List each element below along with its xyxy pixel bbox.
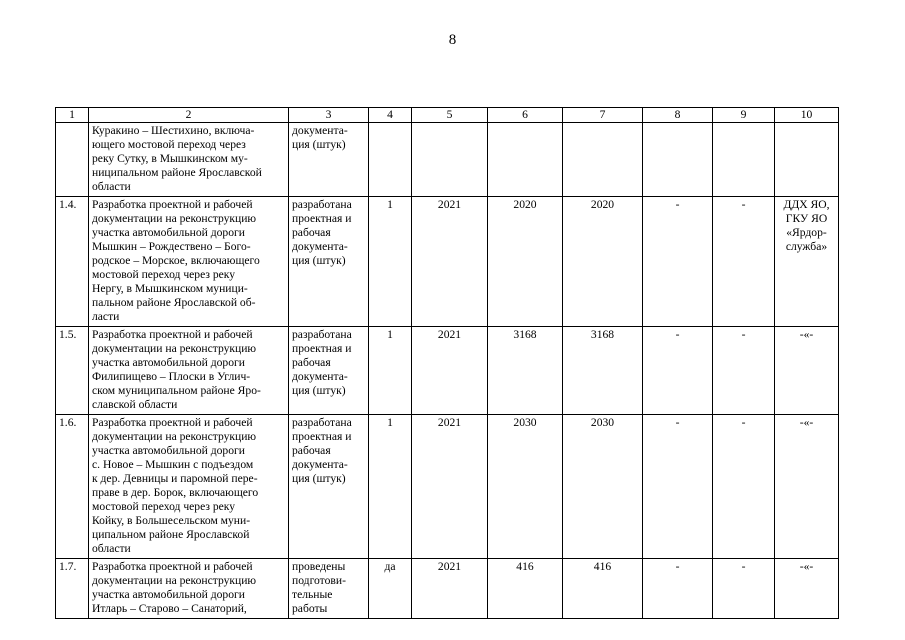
cell-col6: 416 [488,559,563,619]
cell-col8 [643,123,713,197]
cell-col6: 3168 [488,327,563,415]
cell-col10: -«- [775,559,839,619]
activity-name: Разработка проектной и рабочей документации на реконструкцию участка автомобильной дороги Филипищево – Плоски в Углич- ском муниципальном районе Яро- славской области [89,327,289,415]
result-indicator: проведены подготови- тельные работы [289,559,369,619]
table-row [56,559,839,619]
cell-col8: - [643,327,713,415]
cell-col9: - [713,559,775,619]
cell-col10: -«- [775,415,839,559]
cell-col4 [369,123,412,197]
table-row [56,123,839,197]
cell-col7: 416 [563,559,643,619]
cell-col4: да [369,559,412,619]
result-indicator: разработана проектная и рабочая документа- ция (штук) [289,327,369,415]
column-header-1: 1 [56,108,89,123]
activity-name: Разработка проектной и рабочей документации на реконструкцию участка автомобильной дороги Мышкин – Рождествено – Бого- родское – Морское, включающего мостовой переход через реку Нергу, в Мышкинском муници- пальном районе Ярославской об- ласти [89,197,289,327]
cell-col4: 1 [369,327,412,415]
column-header-10: 10 [775,108,839,123]
cell-col8: - [643,415,713,559]
result-indicator: разработана проектная и рабочая документа- ция (штук) [289,415,369,559]
page-number: 8 [448,32,457,48]
cell-col4: 1 [369,197,412,327]
activity-name: Разработка проектной и рабочей документации на реконструкцию участка автомобильной дороги с. Новое – Мышкин с подъездом к дер. Девницы и паромной пере- праве в дер. Борок, включающего мостовой переход через реку Койку, в Большесельском муни- ципальном районе Ярославской области [89,415,289,559]
column-header-8: 8 [643,108,713,123]
cell-col7: 3168 [563,327,643,415]
result-indicator: документа- ция (штук) [289,123,369,197]
cell-col4: 1 [369,415,412,559]
cell-col9: - [713,327,775,415]
column-header-4: 4 [369,108,412,123]
cell-col5: 2021 [412,415,488,559]
row-number [56,123,89,197]
column-header-3: 3 [289,108,369,123]
cell-col10: ДДХ ЯО, ГКУ ЯО «Ярдор- служба» [775,197,839,327]
header-row [56,108,839,123]
cell-col9: - [713,415,775,559]
cell-col5: 2021 [412,327,488,415]
cell-col6: 2030 [488,415,563,559]
column-header-6: 6 [488,108,563,123]
program-table [55,107,839,619]
cell-col6: 2020 [488,197,563,327]
cell-col7: 2030 [563,415,643,559]
cell-col9 [713,123,775,197]
cell-col7: 2020 [563,197,643,327]
activity-name: Куракино – Шестихино, включа- ющего мостовой переход через реку Сутку, в Мышкинском му- ниципальном районе Ярославской области [89,123,289,197]
row-number: 1.6. [56,415,89,559]
table-row [56,327,839,415]
column-header-9: 9 [713,108,775,123]
cell-col10: -«- [775,327,839,415]
cell-col8: - [643,197,713,327]
activity-name: Разработка проектной и рабочей документации на реконструкцию участка автомобильной дороги Итларь – Старово – Санаторий, [89,559,289,619]
column-header-2: 2 [89,108,289,123]
cell-col5 [412,123,488,197]
row-number: 1.4. [56,197,89,327]
table-header [56,108,839,123]
column-header-5: 5 [412,108,488,123]
cell-col6 [488,123,563,197]
row-number: 1.5. [56,327,89,415]
table-row [56,197,839,327]
column-header-7: 7 [563,108,643,123]
cell-col5: 2021 [412,197,488,327]
table-row [56,415,839,559]
row-number: 1.7. [56,559,89,619]
cell-col9: - [713,197,775,327]
cell-col5: 2021 [412,559,488,619]
result-indicator: разработана проектная и рабочая документа- ция (штук) [289,197,369,327]
table-body [56,123,839,619]
cell-col10 [775,123,839,197]
cell-col7 [563,123,643,197]
cell-col8: - [643,559,713,619]
